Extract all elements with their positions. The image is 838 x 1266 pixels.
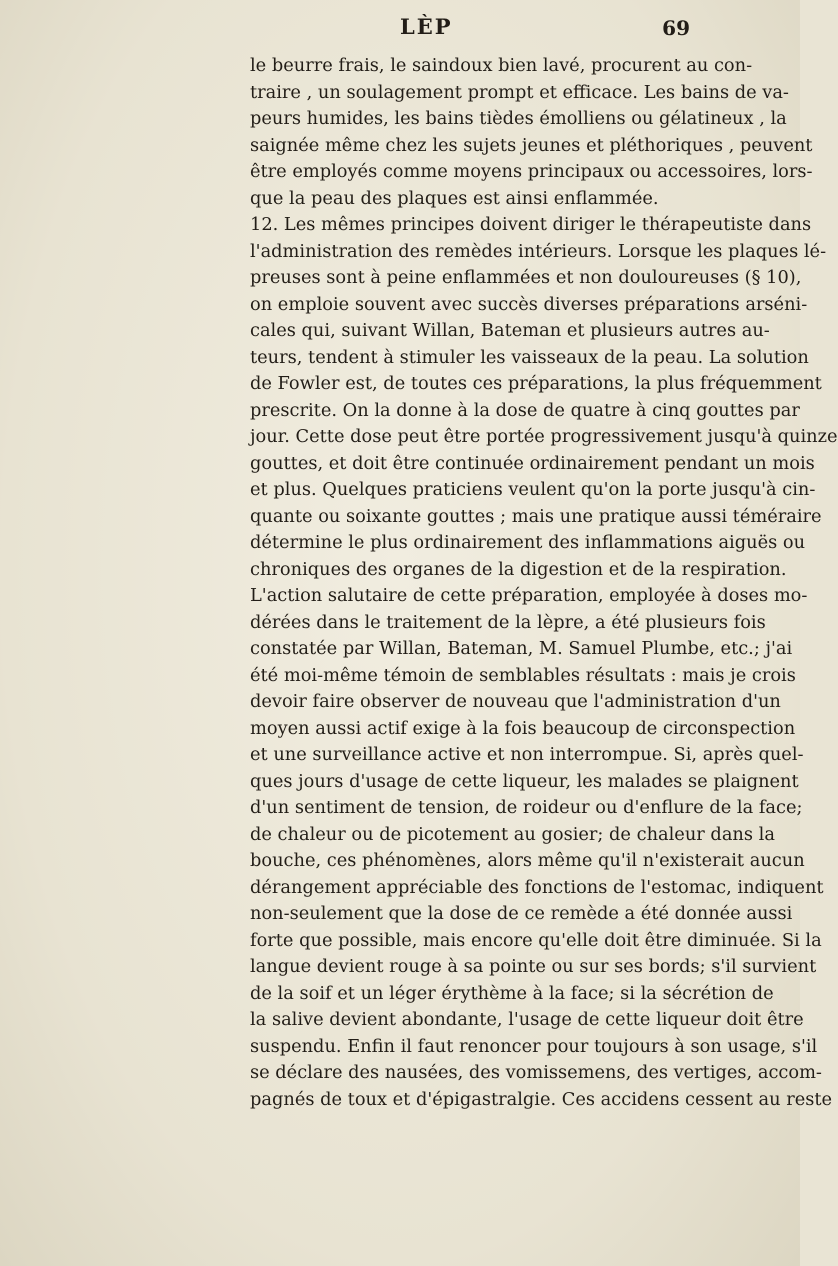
- text-line: chroniques des organes de la digestion et de la respiration.: [250, 558, 787, 580]
- text-line: peurs humides, les bains tièdes émolliens ou gélatineux , la: [250, 108, 787, 129]
- text-line: non-seulement que la dose de ce remède a été donnée aussi: [250, 903, 793, 924]
- text-line: bouche, ces phénomènes, alors même qu'il n'existerait aucun: [250, 850, 805, 871]
- text-line: forte que possible, mais encore qu'elle doit être diminuée. Si la: [250, 929, 822, 951]
- text-line: teurs, tendent à stimuler les vaisseaux de la peau. La solution: [250, 346, 809, 368]
- text-line: de la soif et un léger érythème à la face; si la sécrétion de: [250, 982, 774, 1004]
- text-line: que la peau des plaques est ainsi enflammée.: [250, 187, 659, 209]
- text-line: le beurre frais, le saindoux bien lavé, procurent au con-: [250, 55, 753, 76]
- text-line: pagnés de toux et d'épigastralgie. Ces accidens cessent au reste: [250, 1088, 833, 1110]
- text-line: moyen aussi actif exige à la fois beaucoup de circonspection: [250, 717, 796, 739]
- text-line: été moi-même témoin de semblables résultats : mais je crois: [250, 664, 796, 686]
- text-line: et une surveillance active et non interrompue. Si, après quel-: [250, 744, 804, 765]
- text-line: langue devient rouge à sa pointe ou sur ses bords; s'il survient: [250, 956, 817, 977]
- text-line: L'action salutaire de cette préparation, employée à doses mo-: [250, 585, 808, 606]
- text-line: suspendu. Enfin il faut renoncer pour toujours à son usage, s'il: [250, 1035, 818, 1057]
- text-line: de chaleur ou de picotement au gosier; de chaleur dans la: [250, 823, 775, 845]
- text-line: se déclare des nausées, des vomissemens, des vertiges, accom-: [250, 1062, 822, 1083]
- text-line: de Fowler est, de toutes ces préparations, la plus fréquemment: [250, 373, 822, 394]
- text-line: jour. Cette dose peut être portée progressivement jusqu'à quinze: [250, 426, 838, 447]
- text-line: prescrite. On la donne à la dose de quatre à cinq gouttes par: [250, 399, 800, 421]
- running-title: LÈP: [400, 14, 453, 39]
- text-line: gouttes, et doit être continuée ordinairement pendant un mois: [250, 452, 815, 474]
- page-header: [330, 14, 690, 44]
- text-line: saignée même chez les sujets jeunes et pléthoriques , peuvent: [250, 134, 813, 156]
- text-line: on emploie souvent avec succès diverses préparations arséni-: [250, 293, 808, 315]
- page-number: 69: [662, 16, 690, 40]
- text-line: constatée par Willan, Bateman, M. Samuel Plumbe, etc.; j'ai: [250, 638, 793, 659]
- text-line: devoir faire observer de nouveau que l'administration d'un: [250, 691, 781, 712]
- text-line: la salive devient abondante, l'usage de cette liqueur doit être: [250, 1009, 804, 1030]
- text-line: preuses sont à peine enflammées et non douloureuses (§ 10),: [250, 267, 802, 288]
- text-line: 12. Les mêmes principes doivent diriger le thérapeutiste dans: [250, 214, 812, 235]
- text-line: quante ou soixante gouttes ; mais une pratique aussi téméraire: [250, 505, 822, 527]
- text-line: cales qui, suivant Willan, Bateman et plusieurs autres au-: [250, 320, 770, 341]
- text-line: d'un sentiment de tension, de roideur ou d'enflure de la face;: [250, 797, 803, 818]
- text-line: dérées dans le traitement de la lèpre, a été plusieurs fois: [250, 611, 766, 633]
- text-line: être employés comme moyens principaux ou accessoires, lors-: [250, 161, 813, 182]
- text-line: détermine le plus ordinairement des inflammations aiguës ou: [250, 532, 806, 553]
- text-line: et plus. Quelques praticiens veulent qu'on la porte jusqu'à cin-: [250, 479, 816, 500]
- text-line: traire , un soulagement prompt et efficace. Les bains de va-: [250, 81, 789, 103]
- text-line: l'administration des remèdes intérieurs. Lorsque les plaques lé-: [250, 240, 827, 262]
- text-line: ques jours d'usage de cette liqueur, les malades se plaignent: [250, 770, 799, 792]
- text-line: dérangement appréciable des fonctions de l'estomac, indiquent: [250, 876, 824, 898]
- body-text: [250, 53, 838, 1113]
